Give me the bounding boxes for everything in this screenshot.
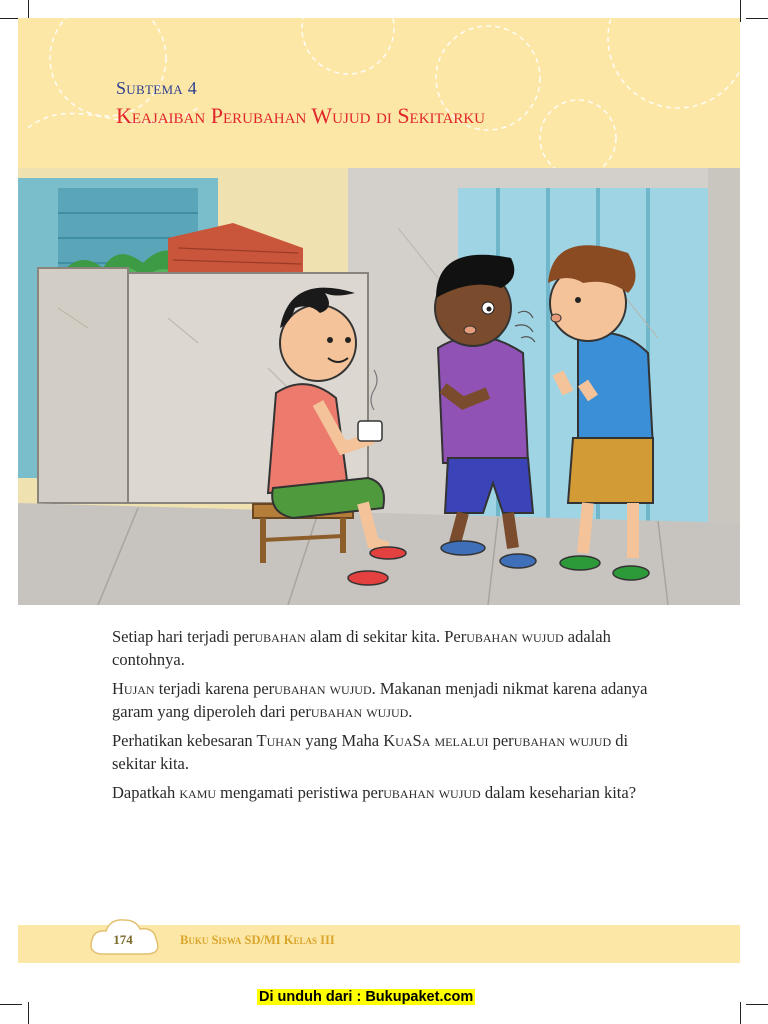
paragraph	[112, 678, 652, 723]
text-run: S	[412, 731, 422, 750]
small-caps-run: ubahan	[254, 627, 306, 646]
body-text	[112, 626, 652, 812]
text-run: di sekitar kita.	[112, 731, 629, 773]
book-title: Buku Siswa SD/MI Kelas III	[180, 933, 335, 947]
small-caps-run: ubahan	[466, 627, 518, 646]
small-caps-run: ua	[395, 731, 413, 750]
crop-mark	[746, 18, 768, 19]
small-caps-run: wujud	[521, 627, 564, 646]
crop-mark	[746, 1004, 768, 1005]
text-run: . Makanan menjadi nikmat karena adanya garam yang diperoleh dari per	[112, 679, 648, 721]
text-run: yang Maha K	[301, 731, 396, 750]
crop-mark	[740, 1002, 741, 1024]
subtheme-label: Subtema 4	[116, 78, 198, 98]
crop-mark	[28, 1002, 29, 1024]
paragraph	[112, 626, 652, 671]
crop-mark	[740, 0, 741, 22]
text-run: Dapatkah	[112, 783, 180, 802]
text-run: Setiap hari terjadi per	[112, 627, 255, 646]
subtheme-heading	[116, 78, 485, 129]
download-source-banner: Di unduh dari : Bukupaket.com	[259, 989, 474, 1005]
page-title: Keajaiban Perubahan Wujud di Sekitarku	[116, 103, 486, 128]
small-caps-run: ubahan wujud	[274, 679, 372, 698]
illustration-boys-talking	[18, 168, 740, 605]
text-run: Perhatikan kebesaran T	[112, 731, 267, 750]
paragraph	[112, 782, 652, 805]
text-run: .	[408, 701, 413, 721]
text-run: adalah contohnya.	[112, 627, 611, 669]
text-run: terjadi karena per	[154, 679, 275, 698]
text-run: per	[488, 731, 514, 750]
small-caps-run: ujan	[123, 679, 155, 698]
page-number: 174	[113, 932, 133, 947]
crop-mark	[0, 1004, 22, 1005]
small-caps-run: kamu	[179, 783, 217, 802]
small-caps-run: a melalui	[421, 731, 489, 750]
small-caps-run: ubahan wujud	[383, 783, 481, 802]
text-run: dalam keseharian kita?	[480, 783, 637, 802]
small-caps-run: ubahan wujud	[513, 731, 612, 750]
paragraph	[112, 730, 652, 775]
text-run: alam di sekitar kita. Per	[305, 627, 467, 646]
text-run: H	[112, 679, 124, 698]
small-caps-run: ubahan wujud	[310, 701, 409, 721]
text-run: mengamati peristiwa per	[216, 783, 384, 802]
small-caps-run: uhan	[266, 731, 302, 750]
